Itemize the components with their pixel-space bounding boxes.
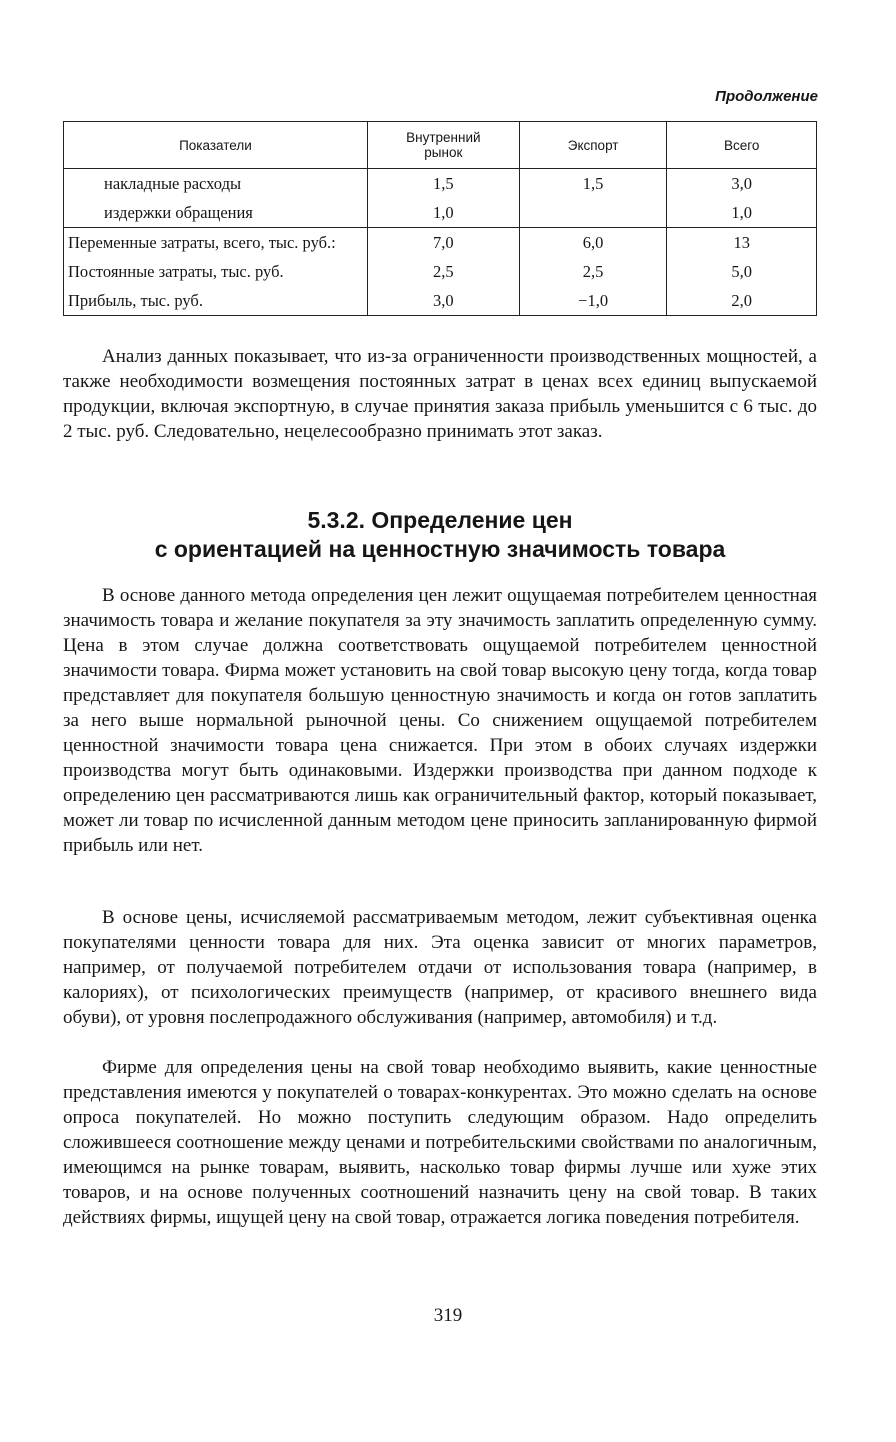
cell-total: 3,0 [667, 169, 817, 199]
cell-domestic: 1,0 [367, 198, 519, 228]
row-label: издержки обращения [64, 198, 368, 228]
section-heading [63, 506, 817, 564]
col-header-export: Экспорт [519, 122, 667, 169]
body-paragraph-2: В основе цены, исчисляемой рассматриваемым методом, лежит субъективная оценка покупателями ценности товара для них. Эта оценка зависит от многих параметров, например, от получаемой потребителем отдачи от использования товара (например, в калориях), от психологических преимуществ (например, от красивого внешнего вида обуви), от уровня послепродажного обслуживания (например, автомобиля) и т.д. [63, 907, 817, 1028]
table-row [64, 286, 817, 316]
cell-export [519, 198, 667, 228]
row-label: Постоянные затраты, тыс. руб. [64, 257, 368, 286]
cell-domestic: 1,5 [367, 169, 519, 199]
row-label: Переменные затраты, всего, тыс. руб.: [64, 228, 368, 258]
body-paragraph-1: В основе данного метода определения цен лежит ощущаемая потребителем ценностная значимость товара и желание покупателя за эту значимость заплатить определенную сумму. Цена в этом случае должна соответствовать ощущаемой потребителем ценностной значимости товара. Фирма может установить на свой товар высокую цену тогда, когда товар представляет для покупателя большую ценностную значимость и когда он готов заплатить за него выше нормальной рыночной цены. Со снижением ощущаемой потребителем ценностной значимости товара цена снижается. При этом в обоих случаях издержки производства могут быть одинаковыми. Издержки производства при данном подходе к определению цен рассматриваются лишь как ограничительный фактор, который показывает, может ли товар по исчисленной данным методом цене приносить запланированную фирмой прибыль или нет. [63, 585, 817, 856]
cell-total: 1,0 [667, 198, 817, 228]
table-row [64, 257, 817, 286]
cell-total: 5,0 [667, 257, 817, 286]
section-heading-line2: с ориентацией на ценностную значимость товара [154, 536, 726, 562]
cell-domestic: 7,0 [367, 228, 519, 258]
col-header-total: Всего [667, 122, 817, 169]
col-header-indicators: Показатели [64, 122, 368, 169]
cell-export: 1,5 [519, 169, 667, 199]
cell-total: 2,0 [667, 286, 817, 316]
cell-total: 13 [667, 228, 817, 258]
section-heading-line1: 5.3.2. Определение цен [307, 507, 573, 533]
table-row [64, 198, 817, 228]
page-number: 319 [433, 1305, 463, 1326]
cell-export: −1,0 [519, 286, 667, 316]
table-row [64, 228, 817, 258]
table-header-row [64, 122, 817, 169]
body-paragraph-3: Фирме для определения цены на свой товар необходимо выявить, какие ценностные представления имеются у покупателей о товарах-конкурентах. Это можно сделать на основе опроса покупателей. Но можно поступить следующим образом. Надо определить сложившееся соотношение между ценами и потребительскими свойствами по аналогичным, имеющимся на рынке товарам, выявить, насколько товар фирмы лучше или хуже этих товаров, и на основе полученных соотношений назначить цену на свой товар. В таких действиях фирмы, ищущей цену на свой товар, отражается логика поведения потребителя. [63, 1057, 817, 1228]
row-label: Прибыль, тыс. руб. [64, 286, 368, 316]
cell-domestic: 3,0 [367, 286, 519, 316]
col-header-domestic: Внутренний рынок [367, 122, 519, 169]
cell-export: 2,5 [519, 257, 667, 286]
cell-export: 6,0 [519, 228, 667, 258]
analysis-paragraph: Анализ данных показывает, что из-за ограниченности производственных мощностей, а также необходимости возмещения постоянных затрат в ценах всех единиц выпускаемой продукции, включая экспортную, в случае принятия заказа прибыль уменьшится с 6 тыс. до 2 тыс. руб. Следовательно, нецелесообразно принимать этот заказ. [63, 346, 817, 442]
cell-domestic: 2,5 [367, 257, 519, 286]
continuation-label: Продолжение [715, 88, 818, 105]
data-table [63, 121, 817, 316]
row-label: накладные расходы [64, 169, 368, 199]
table-row [64, 169, 817, 199]
